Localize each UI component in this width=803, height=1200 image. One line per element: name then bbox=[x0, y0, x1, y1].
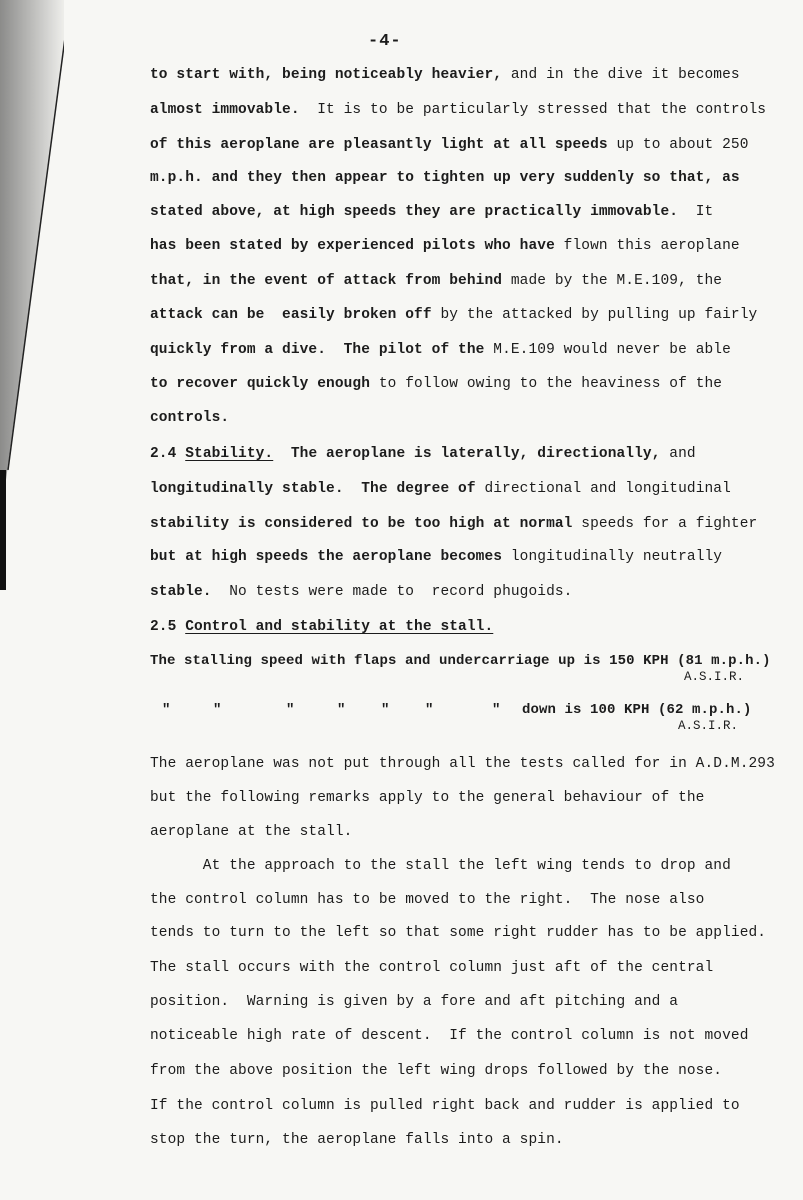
text-line: but at high speeds the aeroplane becomes longitudinally neutrally bbox=[150, 549, 723, 565]
asir-note: A.S.I.R. bbox=[684, 670, 745, 684]
section-heading: Control and stability at the stall. bbox=[185, 619, 494, 635]
text-line: stated above, at high speeds they are practically immovable. It bbox=[150, 204, 714, 220]
ditto-mark: " bbox=[425, 702, 434, 718]
text-line: has been stated by experienced pilots who have flown this aeroplane bbox=[150, 238, 740, 254]
section-2-4-heading-line: 2.4 Stability. The aeroplane is laterally, directionally, and bbox=[150, 446, 696, 462]
text-line: At the approach to the stall the left wing tends to drop and bbox=[150, 858, 731, 874]
section-number: 2.4 bbox=[150, 446, 186, 462]
text-line: longitudinally stable. The degree of directional and longitudinal bbox=[150, 481, 731, 497]
text-line: but the following remarks apply to the general behaviour of the bbox=[150, 790, 705, 806]
text-line: The aeroplane was not put through all the tests called for in A.D.M.293 bbox=[150, 756, 775, 772]
stall-speed-line-down: down is 100 KPH (62 m.p.h.) bbox=[522, 702, 752, 718]
ditto-mark: " bbox=[337, 702, 346, 718]
text-line: noticeable high rate of descent. If the control column is not moved bbox=[150, 1028, 749, 1044]
section-heading: Stability. bbox=[185, 446, 274, 462]
text-line: stop the turn, the aeroplane falls into a spin. bbox=[150, 1132, 564, 1148]
ditto-mark: " bbox=[492, 702, 501, 718]
text-line: quickly from a dive. The pilot of the M.E.109 would never be able bbox=[150, 342, 731, 358]
text-line: If the control column is pulled right back and rudder is applied to bbox=[150, 1098, 740, 1114]
text-line: m.p.h. and they then appear to tighten up very suddenly so that, as bbox=[150, 170, 740, 186]
text-line: attack can be easily broken off by the attacked by pulling up fairly bbox=[150, 307, 758, 323]
text-line: aeroplane at the stall. bbox=[150, 824, 353, 840]
section-2-5-heading-line bbox=[150, 617, 493, 637]
ditto-mark: " bbox=[213, 702, 222, 718]
text-line: the control column has to be moved to the right. The nose also bbox=[150, 892, 705, 908]
ditto-mark: " bbox=[381, 702, 390, 718]
text-line: The stall occurs with the control column just aft of the central bbox=[150, 960, 714, 976]
text-line: position. Warning is given by a fore and aft pitching and a bbox=[150, 994, 679, 1010]
text-line: that, in the event of attack from behind made by the M.E.109, the bbox=[150, 273, 723, 289]
text-line: of this aeroplane are pleasantly light at all speeds up to about 250 bbox=[150, 137, 749, 153]
asir-note: A.S.I.R. bbox=[678, 719, 739, 733]
scan-edge-shadow bbox=[0, 0, 64, 1200]
text-line: stable. No tests were made to record phugoids. bbox=[150, 584, 573, 600]
text-line: stability is considered to be too high at normal speeds for a fighter bbox=[150, 516, 758, 532]
ditto-mark: " bbox=[286, 702, 295, 718]
text-line: to recover quickly enough to follow owing to the heaviness of the bbox=[150, 376, 723, 392]
text-line: to start with, being noticeably heavier, and in the dive it becomes bbox=[150, 67, 740, 83]
ditto-mark: " bbox=[162, 702, 171, 718]
text-line: controls. bbox=[150, 410, 230, 426]
page-number: -4- bbox=[368, 32, 402, 51]
text-line: from the above position the left wing drops followed by the nose. bbox=[150, 1063, 723, 1079]
text-line: tends to turn to the left so that some right rudder has to be applied. bbox=[150, 925, 767, 941]
text-line: almost immovable. It is to be particularly stressed that the controls bbox=[150, 102, 767, 118]
section-number: 2.5 bbox=[150, 619, 186, 635]
stall-speed-line-up: The stalling speed with flaps and undercarriage up is 150 KPH (81 m.p.h.) bbox=[150, 653, 771, 669]
